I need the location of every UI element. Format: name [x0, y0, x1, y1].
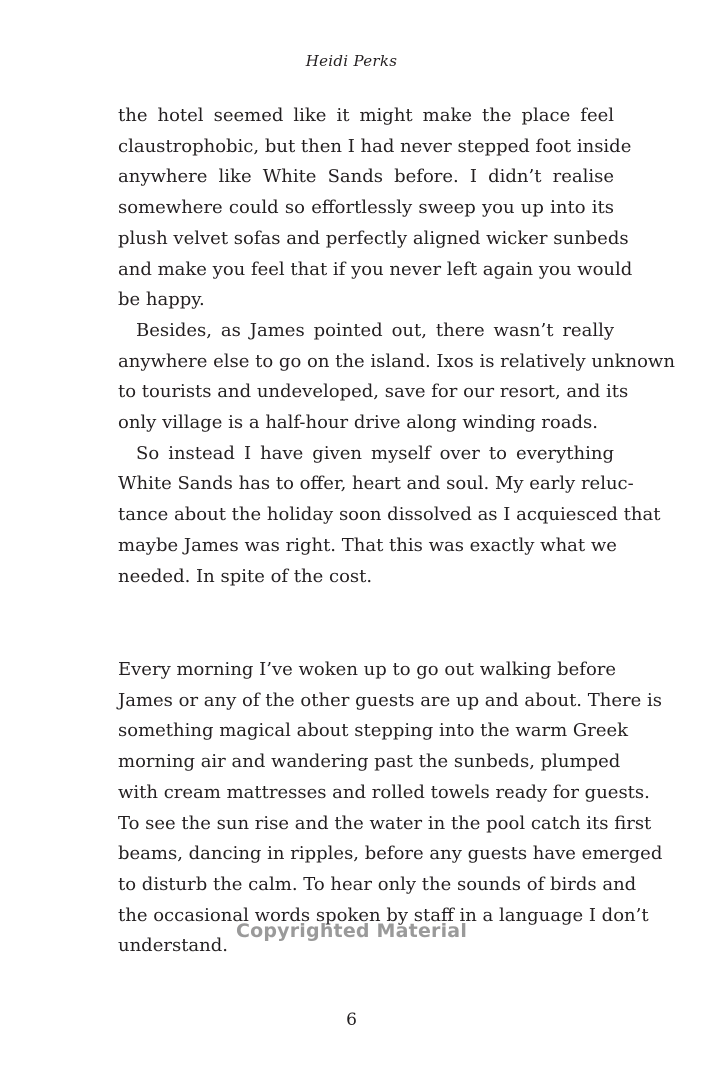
text-section-1 [118, 101, 675, 592]
text-line: needed. In spite of the cost. [118, 565, 373, 587]
text-line: James or any of the other guests are up and about. There is [118, 689, 662, 711]
paragraph [118, 439, 661, 593]
text-line: plush velvet sofas and perfectly aligned wicker sunbeds [118, 227, 629, 249]
copyright-watermark: Copyrighted Material [235, 920, 468, 942]
text-line: maybe James was right. That this was exactly what we [118, 534, 617, 556]
text-line: only village is a half-hour drive along winding roads. [118, 412, 598, 434]
paragraph [118, 655, 663, 962]
text-line: tance about the holiday soon dissolved as I acquiesced that [118, 504, 661, 526]
text-line: the hotel seemed like it might make the place feel [118, 105, 614, 126]
paragraph [118, 101, 633, 316]
text-line: to tourists and undeveloped, save for our resort, and its [118, 381, 629, 403]
running-head: Heidi Perks [305, 52, 398, 70]
text-line: claustrophobic, but then I had never stepped foot inside [118, 135, 632, 157]
text-line: Besides, as James pointed out, there wasn’t really [136, 319, 614, 341]
paragraph [118, 316, 675, 439]
text-line: something magical about stepping into the warm Greek [118, 720, 629, 742]
text-line: somewhere could so effortlessly sweep you up into its [118, 197, 614, 219]
text-line: understand. [118, 935, 229, 957]
page-number: 6 [346, 1010, 357, 1030]
text-line: To see the sun rise and the water in the pool catch its first [118, 812, 652, 834]
text-line: be happy. [118, 289, 205, 311]
text-line: the occasional words spoken by staff in a language I don’t [118, 904, 649, 926]
text-line: anywhere else to go on the island. Ixos is relatively unknown [118, 350, 675, 372]
text-section-2 [118, 655, 663, 962]
text-line: and make you feel that if you never left again you would [118, 258, 633, 280]
text-line: anywhere like White Sands before. I didn’t realise [118, 166, 614, 188]
text-line: morning air and wandering past the sunbeds, plumped [118, 751, 621, 773]
text-line: with cream mattresses and rolled towels ready for guests. [118, 781, 650, 803]
text-line: beams, dancing in ripples, before any guests have emerged [118, 843, 663, 865]
text-line: to disturb the calm. To hear only the sounds of birds and [118, 873, 637, 895]
text-line: Every morning I’ve woken up to go out walking before [118, 659, 617, 680]
text-line: White Sands has to offer, heart and soul. My early reluc- [118, 473, 634, 495]
text-line: So instead I have given myself over to everything [136, 442, 614, 464]
